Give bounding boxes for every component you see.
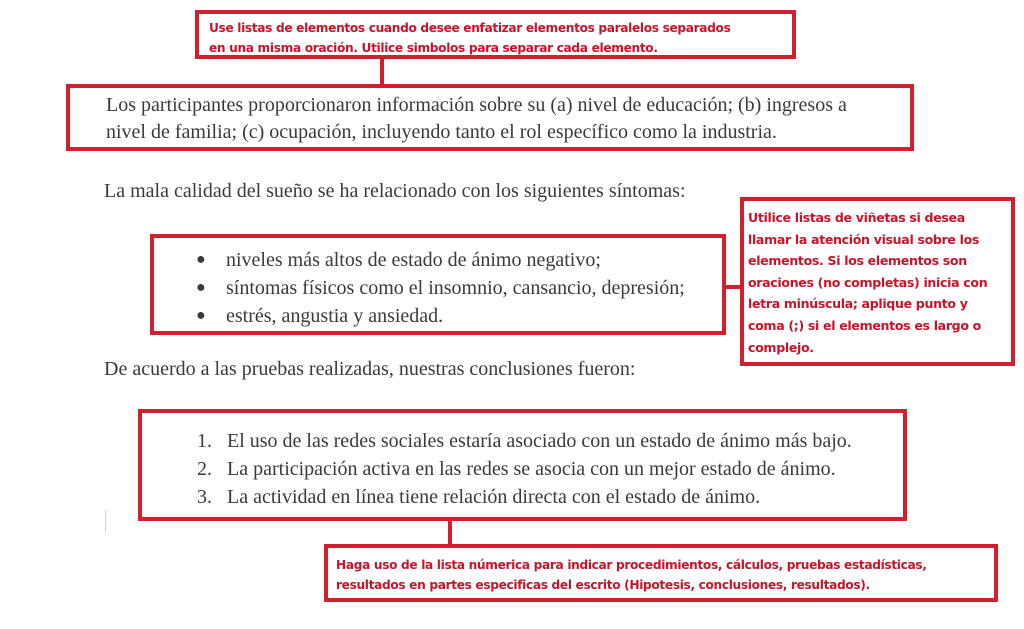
bullet-icon: ●	[196, 279, 206, 296]
list-number: 1.	[197, 430, 212, 452]
callout-numbered-lists	[324, 544, 998, 602]
list-item	[197, 483, 903, 511]
bullet-list	[196, 246, 722, 330]
callout-line: Utilice listas de viñetas si desea	[748, 210, 965, 225]
callout-line: resultados en partes especificas del escrito (Hipotesis, conclusiones, resultados).	[336, 578, 870, 592]
callout-line: letra minúscula; aplique punto y	[748, 296, 968, 312]
divider	[105, 510, 106, 532]
callout-line: complejo.	[748, 339, 814, 355]
callout-bullet-lists	[740, 197, 1015, 366]
example-line: Los participantes proporcionaron información sobre su (a) nivel de educación; (b) ingresos a	[106, 94, 847, 116]
list-item-text: síntomas físicos como el insomnio, cansancio, depresión;	[226, 277, 685, 299]
list-number: 3.	[197, 486, 212, 508]
list-item	[196, 246, 722, 274]
inline-list-example	[66, 84, 914, 151]
list-item	[196, 302, 722, 330]
numbered-intro-paragraph: De acuerdo a las pruebas realizadas, nuestras conclusiones fueron:	[104, 358, 636, 380]
list-item-text: niveles más altos de estado de ánimo negativo;	[226, 249, 601, 271]
bullets-intro-paragraph: La mala calidad del sueño se ha relacionado con los siguientes síntomas:	[104, 180, 686, 202]
list-number: 2.	[197, 458, 212, 480]
callout-line: en una misma oración. Utilice simbolos para separar cada elemento.	[209, 41, 658, 55]
callout-line: llamar la atención visual sobre los	[748, 231, 980, 247]
list-item	[197, 427, 903, 455]
callout-inline-lists	[195, 10, 796, 59]
callout-line: Haga uso de la lista númerica para indicar procedimientos, cálculos, pruebas estadísticas,	[336, 558, 927, 572]
bullet-icon: ●	[196, 251, 206, 268]
callout-line: elementos. Si los elementos son	[748, 253, 967, 269]
numbered-list	[197, 427, 903, 511]
connector-line	[725, 285, 741, 289]
bullet-icon: ●	[196, 307, 206, 324]
list-item-text: La actividad en línea tiene relación directa con el estado de ánimo.	[227, 486, 761, 508]
bullet-list-example	[150, 234, 726, 335]
callout-line: oraciones (no completas) inicia con	[748, 274, 988, 290]
connector-line	[448, 520, 452, 545]
list-item-text: estrés, angustia y ansiedad.	[226, 305, 444, 327]
list-item-text: La participación activa en las redes se asocia con un mejor estado de ánimo.	[227, 458, 836, 480]
numbered-list-example	[138, 409, 907, 521]
list-item	[197, 455, 903, 483]
connector-line	[380, 58, 384, 86]
list-item-text: El uso de las redes sociales estaría asociado con un estado de ánimo más bajo.	[227, 430, 852, 452]
callout-line: coma (;) si el elementos es largo o	[748, 317, 981, 333]
callout-line: Use listas de elementos cuando desee enfatizar elementos paralelos separados	[209, 21, 731, 35]
example-line: nivel de familia; (c) ocupación, incluyendo tanto el rol específico como la industria.	[106, 121, 777, 143]
list-item	[196, 274, 722, 302]
